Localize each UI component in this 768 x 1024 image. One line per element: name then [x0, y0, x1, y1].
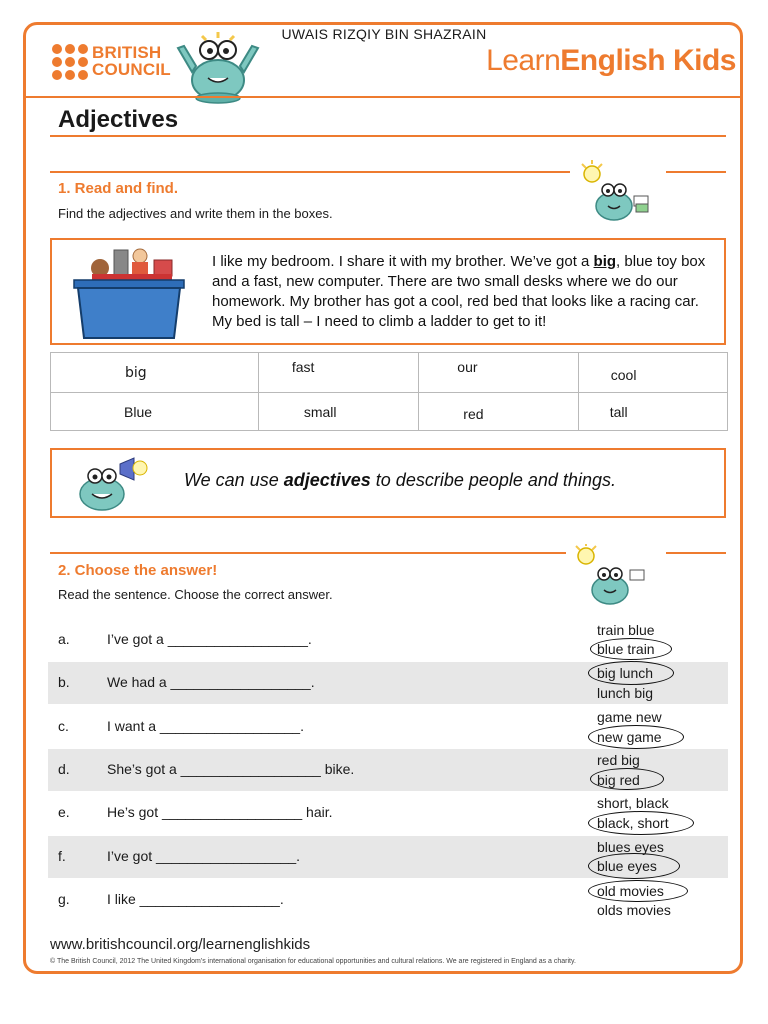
selection-circle	[588, 725, 684, 749]
reading-passage: I like my bedroom. I share it with my brother. We’ve got a big, blue toy box and a fast, new computer. There are two small desks where we do our homework. My brother has got a cool, red bed that looks like a racing car. My bed is tall – I need to climb a ladder to get to it!	[212, 253, 706, 330]
question-sentence: I like __________________.	[107, 891, 284, 907]
answer-option-circled[interactable]: blue eyes	[597, 858, 657, 874]
question-letter: a.	[58, 631, 70, 647]
brand-line-2: COUNCIL	[92, 60, 171, 79]
monster-with-lightbulb-icon	[578, 160, 658, 226]
question-letter: d.	[58, 761, 70, 777]
answer-option[interactable]: short, black	[597, 795, 669, 811]
footer-copyright: © The British Council, 2012 The United Kingdom’s international organisation for educational opportunities and cultural relations. We are registered in England as a charity.	[50, 958, 576, 965]
answer-cell[interactable]: Blue	[51, 393, 259, 431]
selection-circle	[588, 880, 688, 902]
footer-url[interactable]: www.britishcouncil.org/learnenglishkids	[50, 936, 311, 953]
question-letter: c.	[58, 718, 69, 734]
answer-option[interactable]: red big	[597, 752, 640, 768]
question-sentence: She’s got a __________________ bike.	[107, 761, 355, 777]
answer-option[interactable]: lunch big	[597, 685, 654, 701]
answer-option-circled[interactable]: new game	[597, 729, 662, 745]
question-sentence: I’ve got __________________.	[107, 848, 301, 864]
answer-option-circled[interactable]: big red	[597, 772, 640, 788]
selection-circle	[588, 853, 680, 879]
answer-option-circled[interactable]: old movies	[597, 883, 664, 899]
answer-cell[interactable]: small	[258, 393, 418, 431]
answer-cell[interactable]: fast	[258, 353, 418, 393]
answer-option[interactable]: game new	[597, 709, 662, 725]
answer-option-circled[interactable]: black, short	[597, 815, 669, 831]
answer-cell[interactable]: tall	[578, 393, 727, 431]
answer-option[interactable]: olds movies	[597, 902, 671, 918]
question-sentence: I’ve got a __________________.	[107, 631, 312, 647]
tip-box	[50, 448, 726, 518]
highlighted-adjective: big	[593, 253, 617, 270]
table-row	[51, 393, 728, 431]
answer-option[interactable]: train blue	[597, 622, 655, 638]
question-letter: f.	[58, 848, 66, 864]
monster-mascot-icon	[172, 28, 264, 104]
question-sentence: We had a __________________.	[107, 674, 315, 690]
question-sentence: I want a __________________.	[107, 718, 304, 734]
selection-circle	[588, 811, 694, 835]
learnenglish-kids-logo: LearnEnglish Kids	[486, 44, 736, 77]
monster-with-lightbulb-icon	[572, 544, 654, 610]
table-row	[51, 353, 728, 393]
section2-divider	[50, 552, 566, 554]
section1-divider	[50, 171, 570, 173]
question-letter: e.	[58, 804, 70, 820]
title-underline	[50, 135, 726, 137]
answer-cell[interactable]: red	[419, 393, 578, 431]
section2-instruction: Read the sentence. Choose the correct answer.	[58, 587, 333, 602]
question-sentence: He’s got __________________ hair.	[107, 804, 333, 820]
answer-option[interactable]: blues eyes	[597, 839, 664, 855]
british-council-logo	[52, 44, 182, 80]
brand-line-1: BRITISH	[92, 43, 162, 62]
selection-circle	[588, 661, 674, 685]
reading-passage-box	[50, 238, 726, 345]
section1-instruction: Find the adjectives and write them in the boxes.	[58, 206, 333, 221]
section1-title: 1. Read and find.	[58, 180, 179, 197]
toy-box-icon	[70, 242, 188, 342]
question-letter: b.	[58, 674, 70, 690]
section2-title: 2. Choose the answer!	[58, 562, 218, 579]
header-divider	[26, 96, 740, 98]
adjective-answer-table	[50, 352, 728, 431]
answer-cell[interactable]: cool	[578, 353, 727, 393]
student-name: UWAIS RIZQIY BIN SHAZRAIN	[281, 26, 487, 42]
question-letter: g.	[58, 891, 70, 907]
tip-keyword: adjectives	[283, 470, 371, 490]
answer-cell[interactable]: big	[51, 353, 259, 393]
selection-circle	[590, 768, 664, 790]
answer-option-circled[interactable]: big lunch	[597, 665, 654, 681]
answer-cell[interactable]: our	[419, 353, 578, 393]
logo-dots-icon	[52, 44, 88, 80]
monster-with-megaphone-icon	[72, 454, 162, 514]
tip-text: We can use adjectives to describe people and things.	[184, 470, 616, 490]
page-title: Adjectives	[58, 106, 179, 133]
answer-option-circled[interactable]: blue train	[597, 641, 655, 657]
selection-circle	[590, 638, 672, 660]
